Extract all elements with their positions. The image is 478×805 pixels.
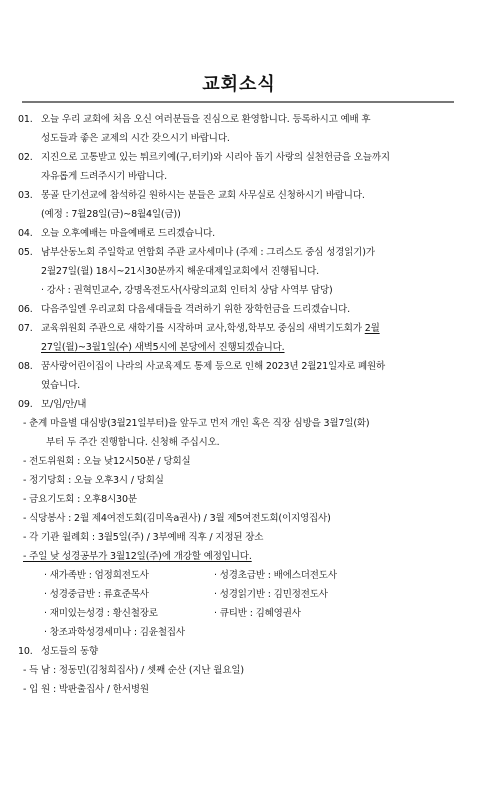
item-text: 였습니다. xyxy=(41,380,80,391)
item-number: 01. xyxy=(18,114,33,125)
item-number: 04. xyxy=(18,228,33,239)
meeting-bullet: - 전도위원회 : 오늘 낮12시50분 / 당회실 xyxy=(23,456,191,467)
item-text-plain: 교육위원회 주관으로 새학기를 시작하며 교사,학생,학부모 중심의 새벽기도회가 xyxy=(41,323,365,334)
item-text: 지진으로 고통받고 있는 튀르키예(구,터키)와 시리아 돕기 사랑의 실천헌금을 오늘까지 xyxy=(41,152,390,163)
news-item-05 xyxy=(18,243,464,300)
item-text xyxy=(41,319,464,338)
member-news-list xyxy=(18,661,464,699)
news-item-06 xyxy=(18,300,464,319)
meeting-bullet: - 춘계 마을별 대심방(3월21일부터)을 앞두고 먼저 개인 혹은 직장 심방을 3월7일(화) xyxy=(23,418,370,429)
title-divider xyxy=(22,101,454,103)
class-item: · 성경읽기반 : 김민정전도사 xyxy=(214,589,328,600)
item-number: 09. xyxy=(18,399,33,410)
bible-study-heading: - 주일 낮 성경공부가 3월12일(주)에 개강할 예정입니다. xyxy=(23,551,252,562)
item-text: 자유롭게 드려주시기 바랍니다. xyxy=(41,171,167,182)
page-title: 교회소식 xyxy=(202,74,276,95)
meeting-bullet: - 각 기관 월례회 : 3월5일(주) / 3부예배 직후 / 지정된 장소 xyxy=(23,532,264,543)
item-text: 오늘 우리 교회에 처음 오신 여러분들을 진심으로 환영합니다. 등록하시고 예배 후 xyxy=(41,114,371,125)
news-item-01 xyxy=(18,110,464,148)
class-item: · 성경중급반 : 류효준목사 xyxy=(44,589,149,600)
news-item-08 xyxy=(18,357,464,395)
item-number: 02. xyxy=(18,152,33,163)
item-number: 08. xyxy=(18,361,33,372)
class-row xyxy=(44,623,464,642)
item-number: 03. xyxy=(18,190,33,201)
class-item: · 큐티반 : 김혜영권사 xyxy=(214,608,301,619)
speaker-note: · 강사 : 권혁민교수, 강명옥전도사(사랑의교회 인터치 상담 사역부 담당) xyxy=(41,285,333,296)
item-number: 10. xyxy=(18,646,33,657)
class-row xyxy=(44,604,464,623)
item-text: (예정 : 7월28일(금)~8월4일(금)) xyxy=(41,209,181,220)
meeting-bullet: - 금요기도회 : 오후8시30분 xyxy=(23,494,137,505)
meeting-bullet-cont: 부터 두 주간 진행합니다. 신청해 주십시오. xyxy=(46,437,220,448)
item-number: 07. xyxy=(18,323,33,334)
item-text: 남부산동노회 주일학교 연합회 주관 교사세미나 (주제 : 그리스도 중심 성경읽기)가 xyxy=(41,247,375,258)
news-item-10 xyxy=(18,642,464,661)
class-item: · 성경초급반 : 배에스더전도사 xyxy=(214,570,337,581)
class-row xyxy=(44,566,464,585)
item-number: 05. xyxy=(18,247,33,258)
item-text-underlined: 27일(월)~3월1일(수) 새벽5시에 본당에서 진행되겠습니다. xyxy=(41,342,285,353)
news-item-04 xyxy=(18,224,464,243)
item-text: 성도들과 좋은 교제의 시간 갖으시기 바랍니다. xyxy=(41,133,230,144)
item-text: 꿈사랑어린이집이 나라의 사교육제도 통제 등으로 인해 2023년 2월21일자로 폐원하 xyxy=(41,361,386,372)
class-item: · 재미있는성경 : 황신철장로 xyxy=(44,608,158,619)
item-text: 오늘 오후예배는 마을예배로 드리겠습니다. xyxy=(41,228,215,239)
news-item-03 xyxy=(18,186,464,224)
class-item: · 창조과학성경세미나 : 김윤철집사 xyxy=(44,627,185,638)
item-number: 06. xyxy=(18,304,33,315)
member-news-bullet: - 득 남 : 정동민(김청희집사) / 셋째 순산 (지난 월요일) xyxy=(23,665,244,676)
class-item: · 새가족반 : 엄정희전도사 xyxy=(44,570,149,581)
item-text: 몽골 단기선교에 참석하길 원하시는 분들은 교회 사무실로 신청하시기 바랍니다. xyxy=(41,190,365,201)
item-text: 2월27일(월) 18시~21시30분까지 해운대제일교회에서 진행됩니다. xyxy=(41,266,320,277)
news-item-09 xyxy=(18,395,464,414)
news-list xyxy=(18,110,464,699)
bible-study-classes xyxy=(18,566,464,642)
item-text: 다음주일엔 우리교회 다음세대들을 격려하기 위한 장학헌금을 드리겠습니다. xyxy=(41,304,350,315)
meeting-list xyxy=(18,414,464,642)
news-item-02 xyxy=(18,148,464,186)
section-heading: 성도들의 동향 xyxy=(41,646,99,657)
class-row xyxy=(44,585,464,604)
member-news-bullet: - 입 원 : 박판출집사 / 한서병원 xyxy=(23,684,149,695)
news-item-07 xyxy=(18,319,464,357)
meeting-bullet: - 정기당회 : 오늘 오후3시 / 당회실 xyxy=(23,475,164,486)
section-heading: 모/임/안/내 xyxy=(41,399,87,410)
item-text-underlined: 2월 xyxy=(364,323,380,334)
meeting-bullet: - 식당봉사 : 2월 제4여전도회(김미옥a권사) / 3월 제5여전도회(이지영집사) xyxy=(23,513,331,524)
